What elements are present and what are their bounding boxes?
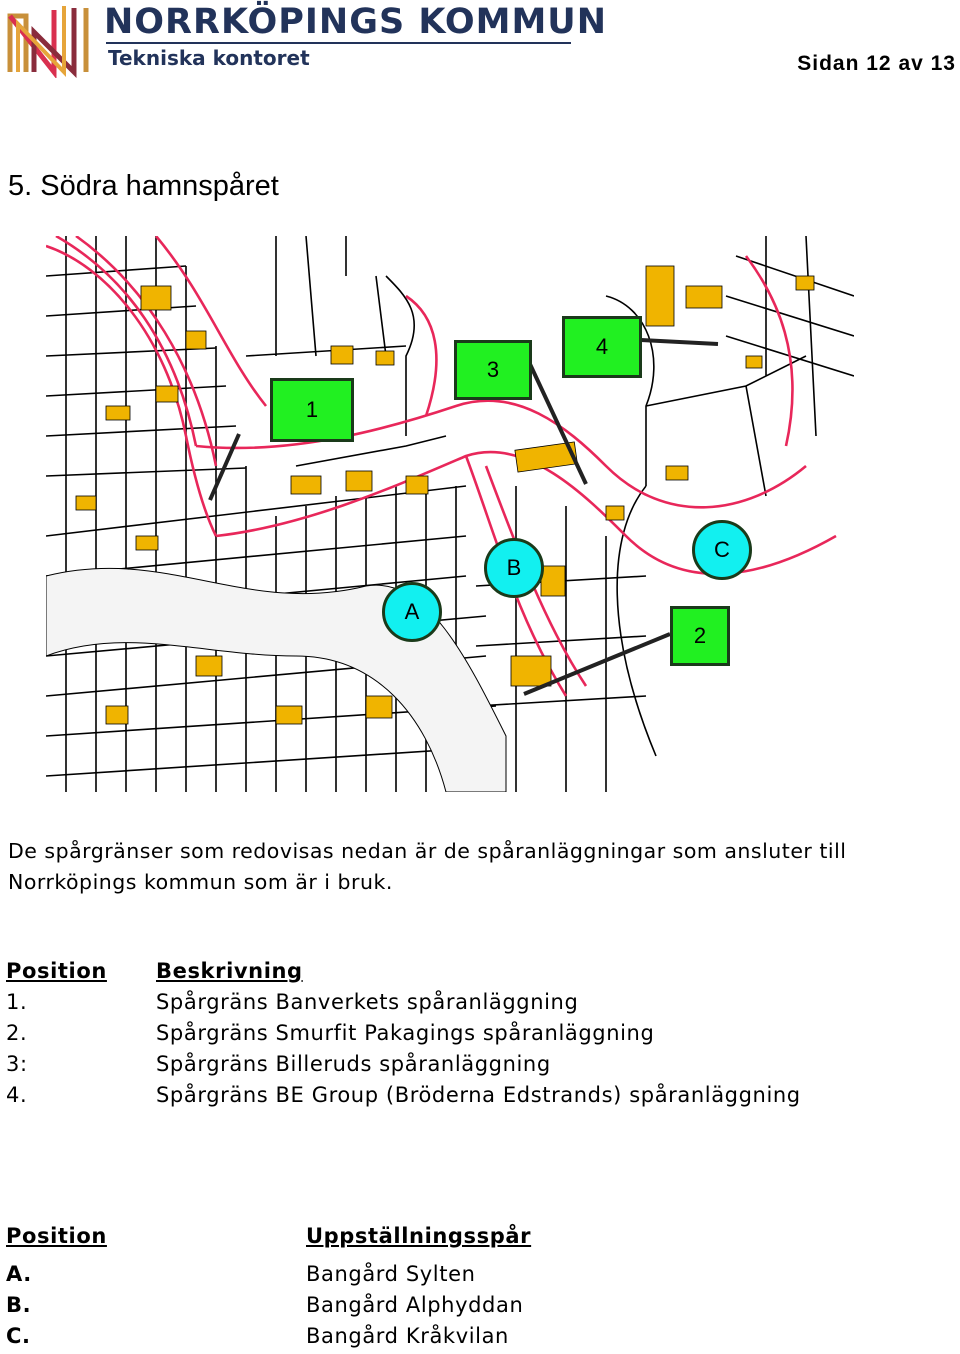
marker-2[interactable]: 2 — [670, 606, 730, 666]
boundary-col-description: Beskrivning — [156, 959, 303, 983]
section-title: 5. Södra hamnspåret — [8, 170, 279, 202]
list-item — [6, 1018, 801, 1049]
boundary-pos: 3: — [6, 1052, 28, 1076]
yard-header-row — [6, 1221, 531, 1252]
boundary-desc: Spårgräns Smurfit Pakagings spåranläggning — [156, 1021, 655, 1045]
yard-desc: Bangård Kråkvilan — [306, 1324, 509, 1348]
boundary-list — [6, 956, 801, 1111]
yard-desc: Bangård Sylten — [306, 1262, 476, 1286]
yard-pos: C. — [6, 1324, 31, 1348]
norrkoping-logo-icon — [4, 2, 100, 78]
marker-1[interactable]: 1 — [270, 378, 354, 442]
list-item — [6, 1049, 801, 1080]
rail-map[interactable] — [46, 236, 854, 792]
dept-name: Tekniska kontoret — [108, 46, 310, 70]
boundary-header-row — [6, 956, 801, 987]
yard-list — [6, 1221, 531, 1352]
boundary-desc: Spårgräns Billeruds spåranläggning — [156, 1052, 551, 1076]
marker-3[interactable]: 3 — [454, 340, 532, 400]
yard-col-position: Position — [6, 1224, 107, 1248]
list-item — [6, 1290, 531, 1321]
yard-desc: Bangård Alphyddan — [306, 1293, 524, 1317]
marker-c[interactable]: C — [692, 520, 752, 580]
boundary-desc: Spårgräns BE Group (Bröderna Edstrands) spåranläggning — [156, 1083, 801, 1107]
page-header — [0, 0, 960, 90]
marker-4[interactable]: 4 — [562, 316, 642, 378]
org-logo — [4, 2, 608, 80]
list-item — [6, 987, 801, 1018]
org-name: NORRKÖPINGS KOMMUN — [104, 2, 608, 42]
page-number: Sidan 12 av 13 — [797, 52, 956, 75]
logo-divider — [106, 42, 571, 44]
map-canvas — [46, 236, 854, 792]
intro-paragraph: De spårgränser som redovisas nedan är de spåranläggningar som ansluter till Norrköpings kommun som är i bruk. — [8, 839, 847, 894]
boundary-pos: 1. — [6, 990, 28, 1014]
boundary-desc: Spårgräns Banverkets spåranläggning — [156, 990, 579, 1014]
list-item — [6, 1259, 531, 1290]
boundary-pos: 4. — [6, 1083, 28, 1107]
yard-pos: B. — [6, 1293, 32, 1317]
yard-col-description: Uppställningsspår — [306, 1224, 532, 1248]
yard-pos: A. — [6, 1262, 32, 1286]
list-item — [6, 1080, 801, 1111]
marker-a[interactable]: A — [382, 582, 442, 642]
list-item — [6, 1321, 531, 1352]
marker-b[interactable]: B — [484, 538, 544, 598]
boundary-col-position: Position — [6, 959, 107, 983]
boundary-pos: 2. — [6, 1021, 28, 1045]
